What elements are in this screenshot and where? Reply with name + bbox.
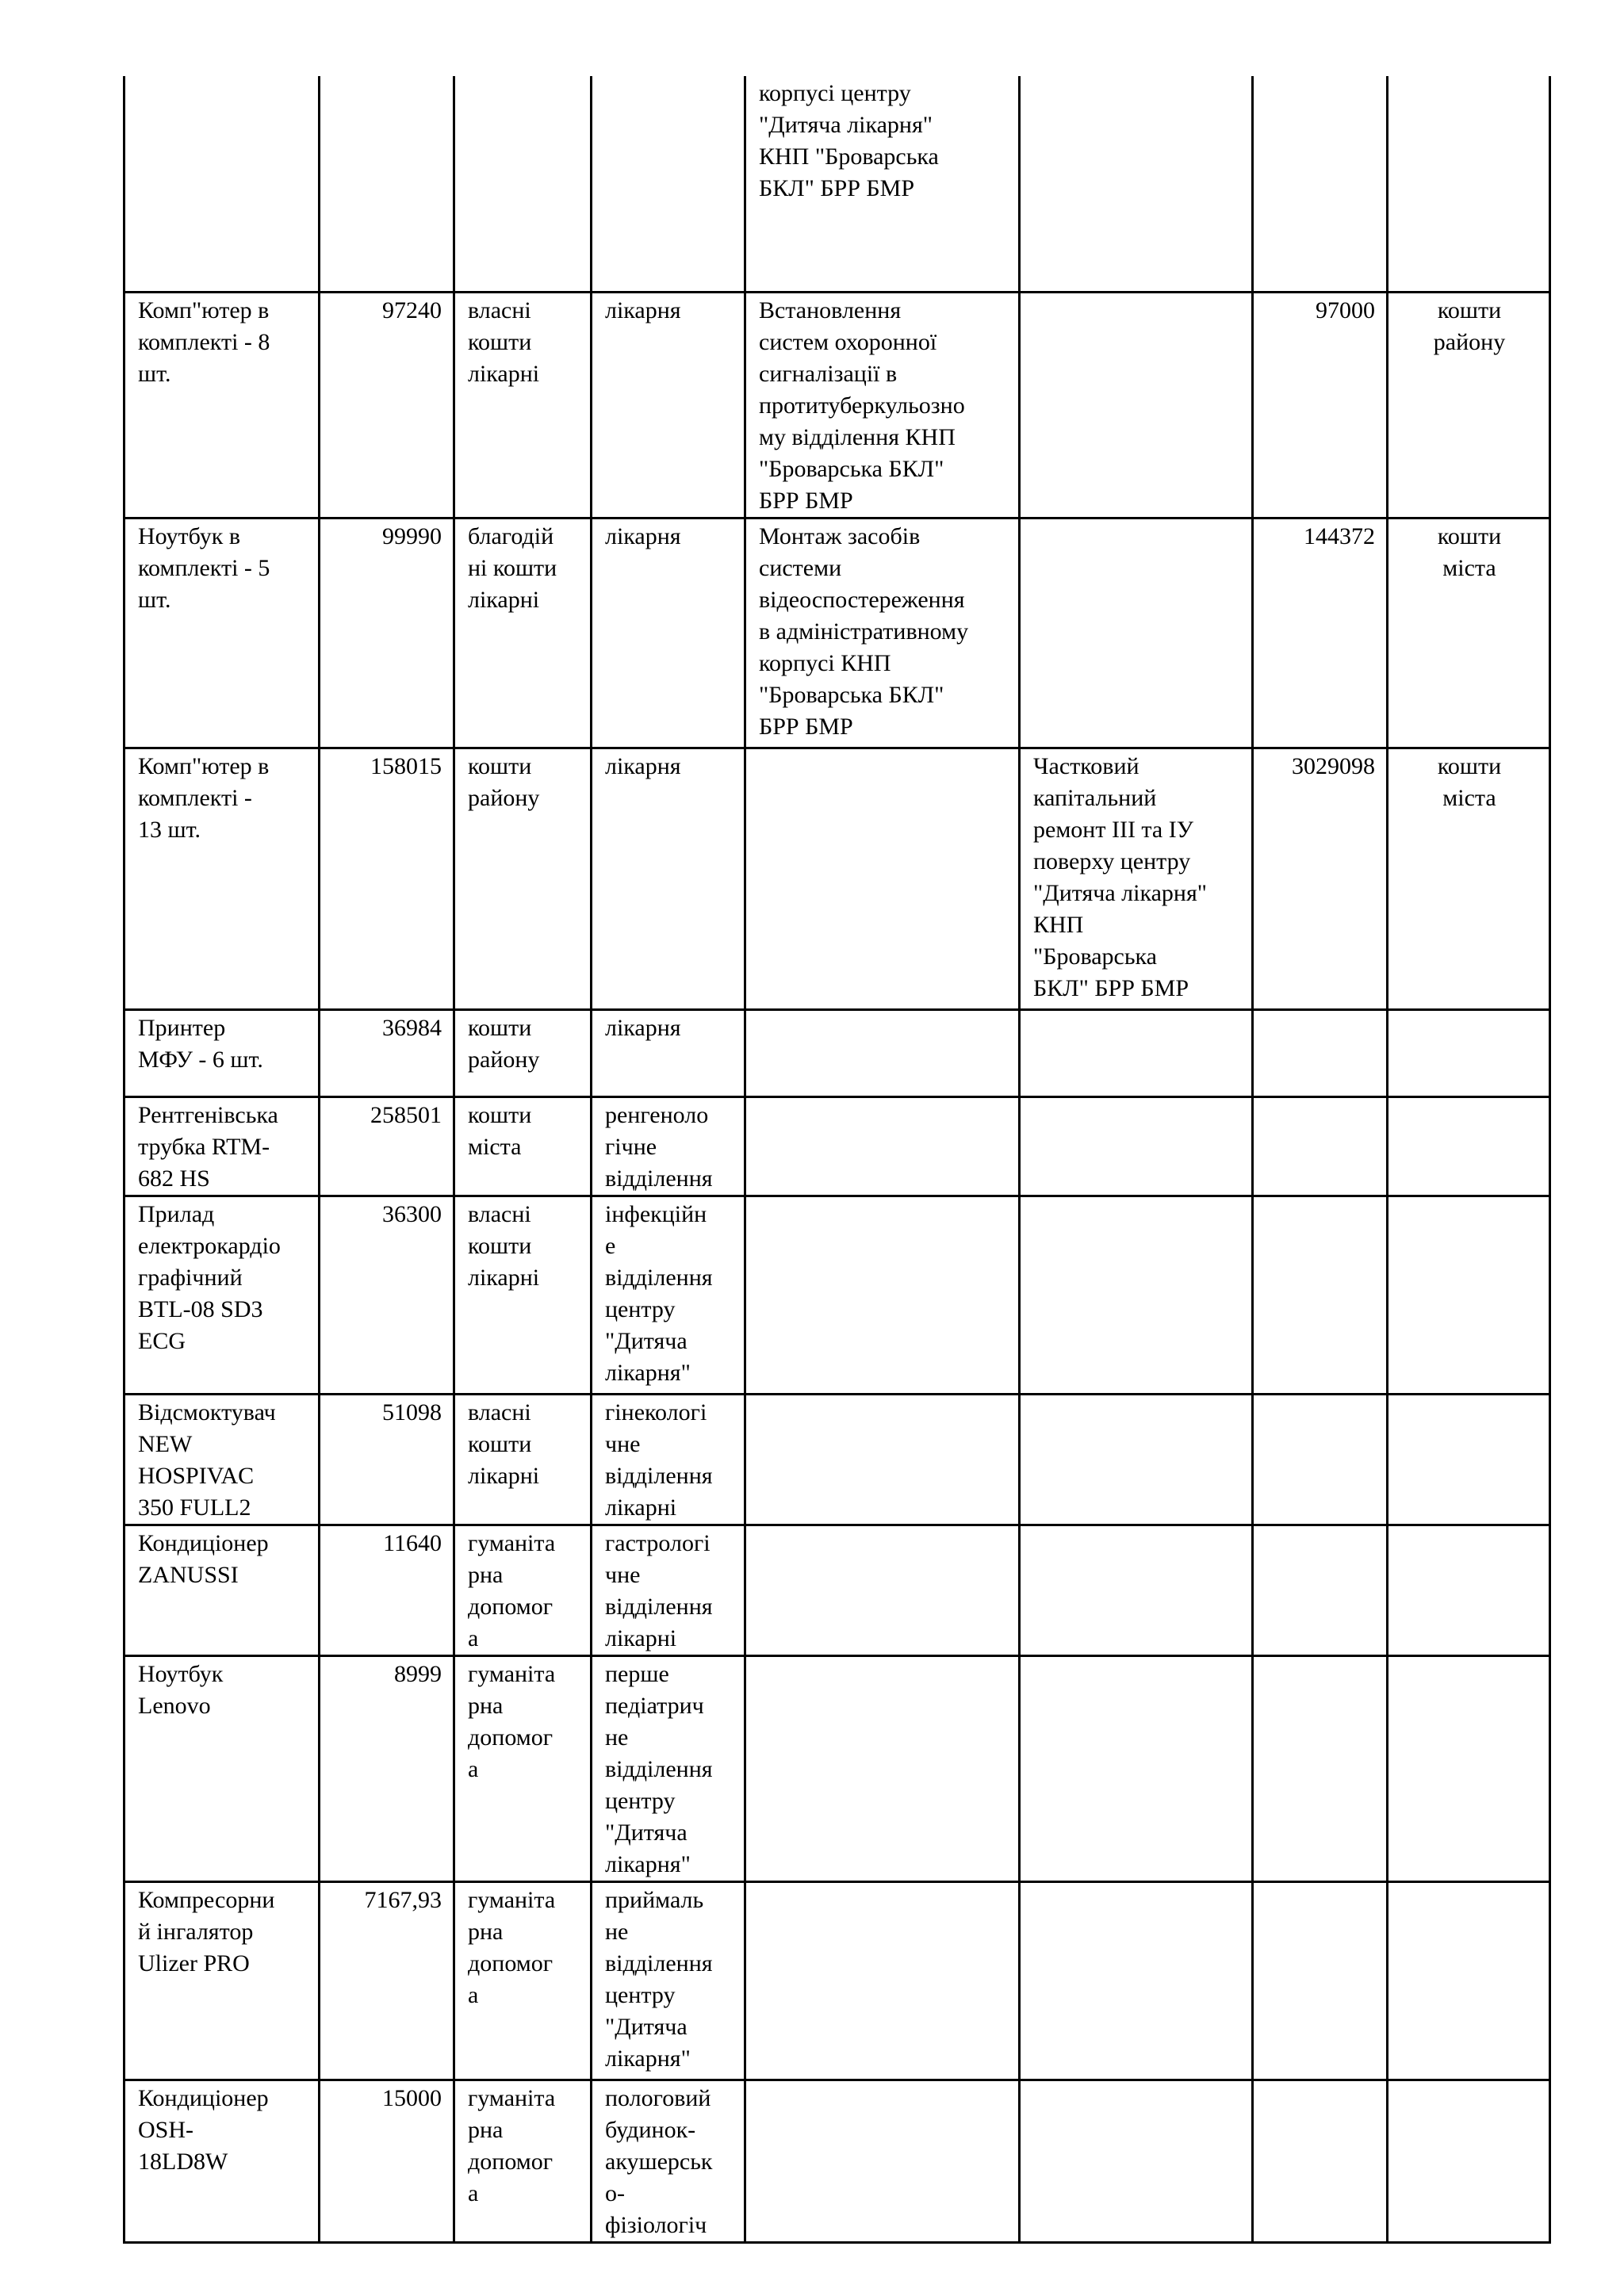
amount-cell: 51098 bbox=[320, 1394, 454, 1525]
repair-description-cell bbox=[1020, 1096, 1253, 1196]
repair-description-cell bbox=[1020, 76, 1253, 292]
location-cell: гінекологі чне відділення лікарні bbox=[592, 1394, 745, 1525]
location-cell: ренгеноло гічне відділення bbox=[592, 1096, 745, 1196]
fund-cell bbox=[1388, 1881, 1550, 2080]
repair-description-cell bbox=[1020, 1009, 1253, 1096]
amount-cell: 36984 bbox=[320, 1009, 454, 1096]
item-cell bbox=[124, 76, 320, 292]
source-cell: гуманіта рна допомог а bbox=[454, 2080, 592, 2242]
fund-cell: кошти міста bbox=[1388, 518, 1550, 748]
repair-description-cell bbox=[1020, 2080, 1253, 2242]
item-cell: Відсмоктувач NEW HOSPIVAC 350 FULL2 bbox=[124, 1394, 320, 1525]
table-row bbox=[124, 1655, 1550, 1881]
item-cell: Рентгенівська трубка RTM- 682 HS bbox=[124, 1096, 320, 1196]
work-description-cell: корпусі центру "Дитяча лікарня" КНП "Броварська БКЛ" БРР БМР bbox=[745, 76, 1020, 292]
amount-cell: 158015 bbox=[320, 748, 454, 1009]
sum-cell bbox=[1253, 1009, 1388, 1096]
work-description-cell bbox=[745, 1009, 1020, 1096]
table-row bbox=[124, 2080, 1550, 2242]
table-row bbox=[124, 1196, 1550, 1394]
table-row bbox=[124, 1525, 1550, 1655]
table-row bbox=[124, 1881, 1550, 2080]
amount-cell: 36300 bbox=[320, 1196, 454, 1394]
source-cell: кошти району bbox=[454, 1009, 592, 1096]
item-cell: Принтер МФУ - 6 шт. bbox=[124, 1009, 320, 1096]
sum-cell bbox=[1253, 76, 1388, 292]
sum-cell bbox=[1253, 1881, 1388, 2080]
work-description-cell bbox=[745, 1655, 1020, 1881]
fund-cell: кошти міста bbox=[1388, 748, 1550, 1009]
item-cell: Прилад електрокардіо графічний BTL-08 SD3 ECG bbox=[124, 1196, 320, 1394]
item-cell: Ноутбук в комплекті - 5 шт. bbox=[124, 518, 320, 748]
fund-cell bbox=[1388, 1394, 1550, 1525]
work-description-cell: Встановлення систем охоронної сигналізації в протитуберкульозно му відділення КНП "Броварська БКЛ" БРР БМР bbox=[745, 292, 1020, 518]
amount-cell: 8999 bbox=[320, 1655, 454, 1881]
amount-cell: 99990 bbox=[320, 518, 454, 748]
amount-cell: 97240 bbox=[320, 292, 454, 518]
source-cell: власні кошти лікарні bbox=[454, 1196, 592, 1394]
sum-cell bbox=[1253, 1394, 1388, 1525]
location-cell bbox=[592, 76, 745, 292]
source-cell: гуманіта рна допомог а bbox=[454, 1655, 592, 1881]
repair-description-cell bbox=[1020, 292, 1253, 518]
sum-cell: 3029098 bbox=[1253, 748, 1388, 1009]
sum-cell bbox=[1253, 1525, 1388, 1655]
equipment-table bbox=[123, 76, 1551, 2244]
work-description-cell bbox=[745, 1525, 1020, 1655]
source-cell: власні кошти лікарні bbox=[454, 292, 592, 518]
repair-description-cell bbox=[1020, 1525, 1253, 1655]
location-cell: лікарня bbox=[592, 748, 745, 1009]
location-cell: інфекційн е відділення центру "Дитяча лікарня" bbox=[592, 1196, 745, 1394]
fund-cell bbox=[1388, 1009, 1550, 1096]
source-cell: кошти району bbox=[454, 748, 592, 1009]
fund-cell bbox=[1388, 1096, 1550, 1196]
item-cell: Комп"ютер в комплекті - 8 шт. bbox=[124, 292, 320, 518]
source-cell: власні кошти лікарні bbox=[454, 1394, 592, 1525]
amount-cell: 258501 bbox=[320, 1096, 454, 1196]
sum-cell: 97000 bbox=[1253, 292, 1388, 518]
location-cell: лікарня bbox=[592, 1009, 745, 1096]
sum-cell bbox=[1253, 2080, 1388, 2242]
repair-description-cell bbox=[1020, 1394, 1253, 1525]
amount-cell bbox=[320, 76, 454, 292]
location-cell: перше педіатрич не відділення центру "Дитяча лікарня" bbox=[592, 1655, 745, 1881]
sum-cell: 144372 bbox=[1253, 518, 1388, 748]
repair-description-cell: Частковий капітальний ремонт ІІІ та IУ поверху центру "Дитяча лікарня" КНП "Броварська БКЛ" БРР БМР bbox=[1020, 748, 1253, 1009]
table-row bbox=[124, 1009, 1550, 1096]
fund-cell bbox=[1388, 2080, 1550, 2242]
fund-cell: кошти району bbox=[1388, 292, 1550, 518]
amount-cell: 15000 bbox=[320, 2080, 454, 2242]
work-description-cell: Монтаж засобів системи відеоспостереження в адміністративному корпусі КНП "Броварська БКЛ" БРР БМР bbox=[745, 518, 1020, 748]
table-row bbox=[124, 518, 1550, 748]
fund-cell bbox=[1388, 1655, 1550, 1881]
location-cell: лікарня bbox=[592, 518, 745, 748]
work-description-cell bbox=[745, 1096, 1020, 1196]
work-description-cell bbox=[745, 2080, 1020, 2242]
source-cell bbox=[454, 76, 592, 292]
source-cell: гуманіта рна допомог а bbox=[454, 1525, 592, 1655]
repair-description-cell bbox=[1020, 1655, 1253, 1881]
location-cell: приймаль не відділення центру "Дитяча лікарня" bbox=[592, 1881, 745, 2080]
item-cell: Ноутбук Lenovo bbox=[124, 1655, 320, 1881]
work-description-cell bbox=[745, 1394, 1020, 1525]
table-row bbox=[124, 76, 1550, 292]
source-cell: гуманіта рна допомог а bbox=[454, 1881, 592, 2080]
table-row bbox=[124, 1096, 1550, 1196]
work-description-cell bbox=[745, 1881, 1020, 2080]
item-cell: Компресорни й інгалятор Ulizer PRO bbox=[124, 1881, 320, 2080]
fund-cell bbox=[1388, 76, 1550, 292]
location-cell: пологовий будинок- акушерськ о- фізіологіч bbox=[592, 2080, 745, 2242]
item-cell: Кондиціонер ZANUSSI bbox=[124, 1525, 320, 1655]
table-row bbox=[124, 748, 1550, 1009]
repair-description-cell bbox=[1020, 518, 1253, 748]
item-cell: Комп"ютер в комплекті - 13 шт. bbox=[124, 748, 320, 1009]
sum-cell bbox=[1253, 1096, 1388, 1196]
location-cell: гастрологі чне відділення лікарні bbox=[592, 1525, 745, 1655]
fund-cell bbox=[1388, 1525, 1550, 1655]
work-description-cell bbox=[745, 1196, 1020, 1394]
source-cell: благодій ні кошти лікарні bbox=[454, 518, 592, 748]
fund-cell bbox=[1388, 1196, 1550, 1394]
location-cell: лікарня bbox=[592, 292, 745, 518]
amount-cell: 11640 bbox=[320, 1525, 454, 1655]
table-row bbox=[124, 292, 1550, 518]
work-description-cell bbox=[745, 748, 1020, 1009]
table-row bbox=[124, 1394, 1550, 1525]
repair-description-cell bbox=[1020, 1196, 1253, 1394]
amount-cell: 7167,93 bbox=[320, 1881, 454, 2080]
sum-cell bbox=[1253, 1655, 1388, 1881]
source-cell: кошти міста bbox=[454, 1096, 592, 1196]
sum-cell bbox=[1253, 1196, 1388, 1394]
item-cell: Кондиціонер OSH- 18LD8W bbox=[124, 2080, 320, 2242]
repair-description-cell bbox=[1020, 1881, 1253, 2080]
